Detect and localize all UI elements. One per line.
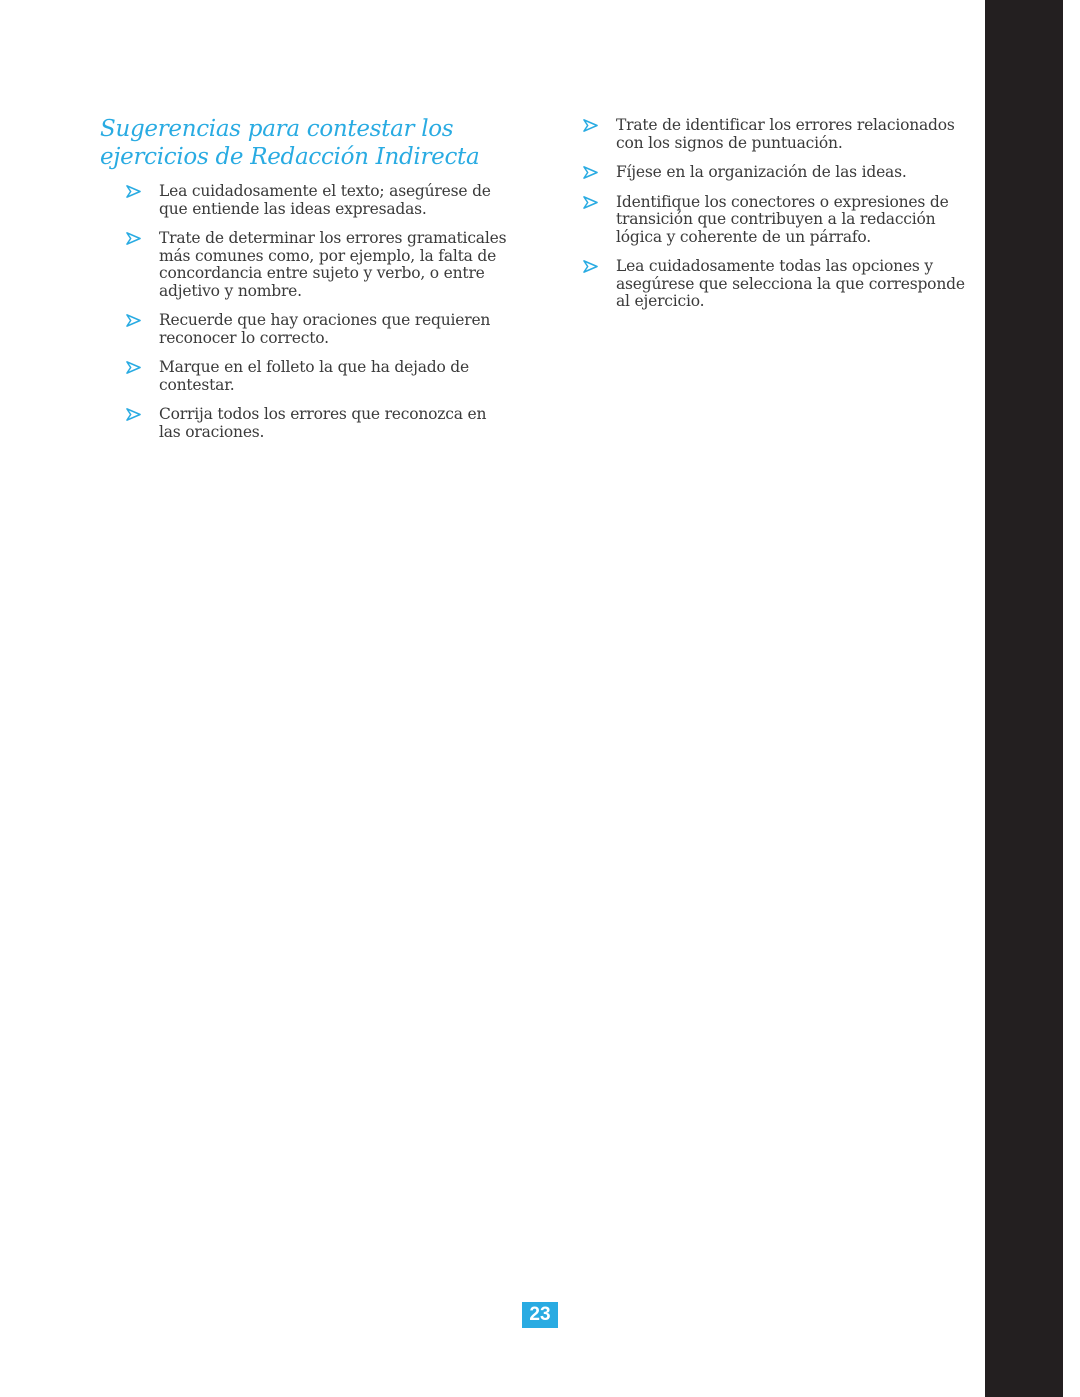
- list-item: [583, 258, 968, 311]
- side-bar: [985, 0, 1063, 1397]
- arrow-bullet-icon: [126, 360, 141, 375]
- list-item: [126, 230, 510, 300]
- list-item-text: Marque en el folleto la que ha dejado de contestar.: [159, 358, 470, 394]
- list-item: [126, 183, 510, 218]
- page-number: 23: [522, 1302, 558, 1328]
- right-tips-list: [583, 117, 968, 311]
- heading-line-2: ejercicios de Redacción Indirecta: [100, 144, 480, 170]
- list-item: [126, 406, 510, 441]
- arrow-bullet-icon: [583, 259, 598, 274]
- list-item: [126, 359, 510, 394]
- arrow-bullet-icon: [583, 195, 598, 210]
- list-item-text: Identifique los conectores o expresiones de transición que contribuyen a la redacción lógica y coherente de un párrafo.: [616, 192, 949, 246]
- list-item-text: Trate de identificar los errores relacionados con los signos de puntuación.: [616, 116, 955, 152]
- arrow-bullet-icon: [583, 118, 598, 133]
- list-item-text: Corrija todos los errores que reconozca en las oraciones.: [159, 405, 487, 441]
- list-item-text: Lea cuidadosamente todas las opciones y asegúrese que selecciona la que corresponde al ejercicio.: [616, 257, 965, 310]
- list-item-text: Trate de determinar los errores gramaticales más comunes como, por ejemplo, la falta de concordancia entre sujeto y verbo, o entre adjetivo y nombre.: [159, 229, 507, 300]
- section-heading: [100, 115, 510, 171]
- list-item-text: Recuerde que hay oraciones que requieren reconocer lo correcto.: [159, 311, 491, 347]
- right-column: [583, 117, 968, 323]
- arrow-bullet-icon: [126, 313, 141, 328]
- list-item: [583, 164, 968, 182]
- arrow-bullet-icon: [126, 184, 141, 199]
- list-item: [583, 117, 968, 152]
- arrow-bullet-icon: [126, 407, 141, 422]
- list-item: [583, 194, 968, 247]
- heading-line-1: Sugerencias para contestar los: [100, 116, 454, 142]
- left-column: [100, 115, 510, 453]
- list-item-text: Fíjese en la organización de las ideas.: [616, 163, 907, 181]
- list-item-text: Lea cuidadosamente el texto; asegúrese de que entiende las ideas expresadas.: [159, 182, 491, 218]
- list-item: [126, 312, 510, 347]
- arrow-bullet-icon: [583, 165, 598, 180]
- left-tips-list: [100, 183, 510, 441]
- arrow-bullet-icon: [126, 231, 141, 246]
